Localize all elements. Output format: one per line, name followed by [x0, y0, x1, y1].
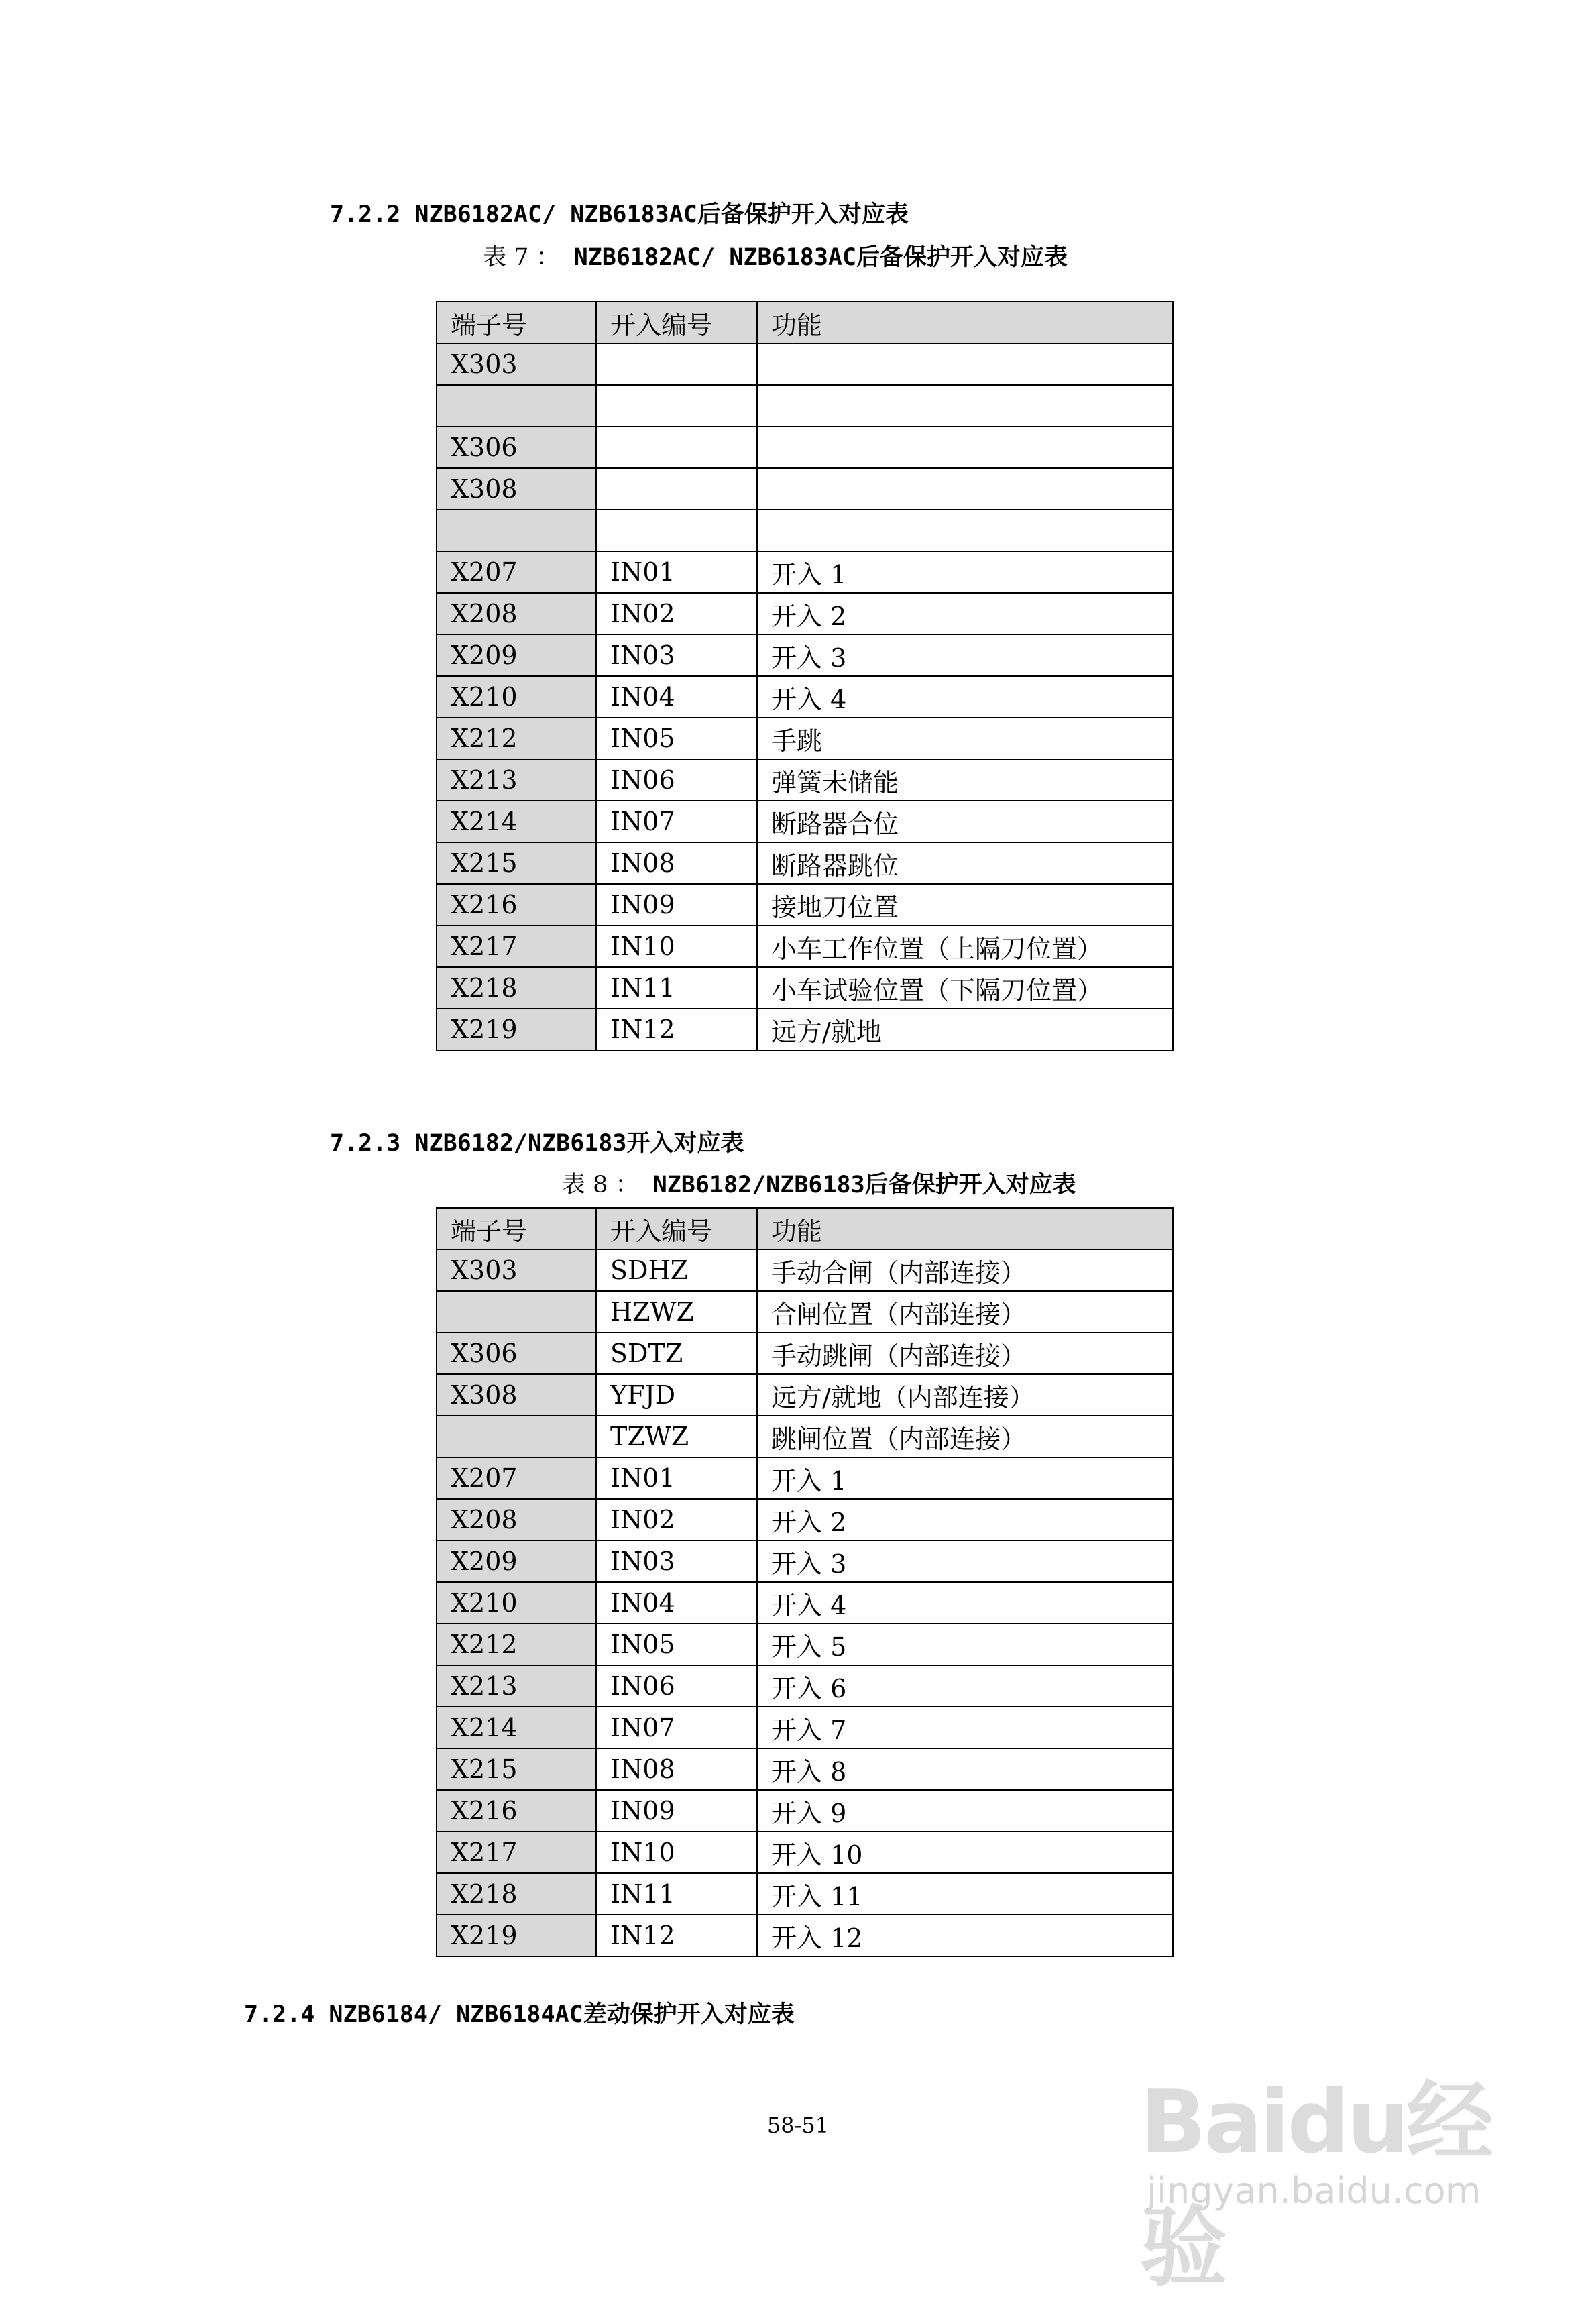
cell-function [757, 510, 1173, 551]
header-function: 功能 [757, 302, 1173, 343]
table-7-caption-text: NZB6182AC/ NZB6183AC后备保护开入对应表 [573, 244, 1068, 271]
cell-function: 小车工作位置（上隔刀位置） [757, 925, 1173, 967]
cell-terminal: X208 [437, 593, 596, 634]
cell-function: 开入 6 [757, 1665, 1173, 1707]
cell-function: 开入 2 [757, 1499, 1173, 1540]
cell-terminal: X209 [437, 634, 596, 676]
table-7-caption [483, 243, 1068, 272]
cell-terminal: X215 [437, 842, 596, 884]
table-row [437, 1009, 1173, 1050]
cell-function: 合闸位置（内部连接） [757, 1291, 1173, 1333]
cell-terminal: X219 [437, 1915, 596, 1956]
table-row [437, 676, 1173, 718]
table-7-caption-prefix: 表 7 ： [483, 244, 560, 271]
cell-function: 远方/就地（内部连接） [757, 1374, 1173, 1416]
cell-terminal: X212 [437, 718, 596, 759]
cell-function: 开入 3 [757, 634, 1173, 676]
header-terminal: 端子号 [437, 1208, 596, 1249]
cell-function [757, 343, 1173, 385]
cell-terminal: X213 [437, 759, 596, 801]
cell-terminal: X218 [437, 967, 596, 1009]
cell-terminal [437, 510, 596, 551]
cell-function: 跳闸位置（内部连接） [757, 1416, 1173, 1457]
cell-terminal: X216 [437, 884, 596, 925]
cell-function: 开入 1 [757, 1457, 1173, 1499]
table-row [437, 1665, 1173, 1707]
table-7 [436, 301, 1174, 1051]
table-7-body [437, 343, 1173, 1050]
table-row [437, 634, 1173, 676]
cell-function: 开入 11 [757, 1873, 1173, 1915]
table-row [437, 593, 1173, 634]
table-row [437, 842, 1173, 884]
header-terminal: 端子号 [437, 302, 596, 343]
header-input-number: 开入编号 [596, 302, 757, 343]
cell-terminal: X303 [437, 343, 596, 385]
cell-function: 开入 10 [757, 1832, 1173, 1873]
cell-terminal: X308 [437, 468, 596, 510]
cell-input-number: IN07 [596, 1707, 757, 1748]
cell-function: 开入 1 [757, 551, 1173, 593]
cell-input-number: IN04 [596, 1582, 757, 1624]
cell-terminal: X306 [437, 427, 596, 468]
cell-terminal: X216 [437, 1790, 596, 1832]
cell-input-number: TZWZ [596, 1416, 757, 1457]
table-row [437, 1915, 1173, 1956]
cell-input-number: IN01 [596, 551, 757, 593]
table-row [437, 1748, 1173, 1790]
table-row [437, 427, 1173, 468]
cell-input-number [596, 385, 757, 427]
cell-terminal: X207 [437, 1457, 596, 1499]
cell-function [757, 385, 1173, 427]
cell-function: 开入 2 [757, 593, 1173, 634]
header-function: 功能 [757, 1208, 1173, 1249]
watermark-logo: Baidu经验 [1140, 2071, 1491, 2298]
table-row [437, 967, 1173, 1009]
cell-input-number: IN02 [596, 593, 757, 634]
cell-input-number: IN04 [596, 676, 757, 718]
cell-terminal: X217 [437, 925, 596, 967]
cell-input-number: YFJD [596, 1374, 757, 1416]
table-row [437, 925, 1173, 967]
cell-input-number [596, 427, 757, 468]
cell-input-number: IN03 [596, 1540, 757, 1582]
table-row [437, 759, 1173, 801]
cell-terminal: X303 [437, 1249, 596, 1291]
cell-function: 开入 12 [757, 1915, 1173, 1956]
cell-terminal: X214 [437, 1707, 596, 1748]
cell-terminal: X219 [437, 1009, 596, 1050]
cell-terminal [437, 385, 596, 427]
cell-function: 手跳 [757, 718, 1173, 759]
table-row [437, 1540, 1173, 1582]
table-header-row [437, 302, 1173, 343]
table-row [437, 1416, 1173, 1457]
section-heading-7-2-2: 7.2.2 NZB6182AC/ NZB6183AC后备保护开入对应表 [330, 201, 909, 228]
table-row [437, 1873, 1173, 1915]
table-row [437, 343, 1173, 385]
table-row [437, 1249, 1173, 1291]
table-8 [436, 1207, 1174, 1957]
cell-function: 开入 9 [757, 1790, 1173, 1832]
cell-function: 开入 7 [757, 1707, 1173, 1748]
cell-function: 远方/就地 [757, 1009, 1173, 1050]
cell-terminal: X214 [437, 801, 596, 842]
cell-input-number: HZWZ [596, 1291, 757, 1333]
cell-input-number: SDTZ [596, 1333, 757, 1374]
cell-input-number: IN11 [596, 1873, 757, 1915]
cell-input-number: IN05 [596, 1624, 757, 1665]
table-row [437, 1499, 1173, 1540]
table-row [437, 1832, 1173, 1873]
cell-input-number [596, 510, 757, 551]
cell-terminal: X218 [437, 1873, 596, 1915]
cell-input-number: IN12 [596, 1009, 757, 1050]
cell-input-number: IN03 [596, 634, 757, 676]
table-row [437, 718, 1173, 759]
table-8-caption [562, 1170, 1076, 1200]
table-row [437, 551, 1173, 593]
cell-input-number: IN09 [596, 1790, 757, 1832]
cell-terminal: X209 [437, 1540, 596, 1582]
cell-input-number: IN10 [596, 925, 757, 967]
table-8-caption-prefix: 表 8 ： [562, 1172, 639, 1198]
table-row [437, 884, 1173, 925]
cell-input-number: IN10 [596, 1832, 757, 1873]
cell-function: 手动跳闸（内部连接） [757, 1333, 1173, 1374]
page-number: 58-51 [766, 2113, 830, 2138]
table-row [437, 1291, 1173, 1333]
table-row [437, 1333, 1173, 1374]
cell-terminal: X212 [437, 1624, 596, 1665]
table-header-row [437, 1208, 1173, 1249]
cell-function: 开入 8 [757, 1748, 1173, 1790]
table-row [437, 510, 1173, 551]
cell-input-number [596, 468, 757, 510]
cell-terminal: X213 [437, 1665, 596, 1707]
cell-input-number: IN08 [596, 842, 757, 884]
cell-function: 断路器跳位 [757, 842, 1173, 884]
table-row [437, 1374, 1173, 1416]
cell-function: 小车试验位置（下隔刀位置） [757, 967, 1173, 1009]
cell-terminal: X210 [437, 676, 596, 718]
cell-input-number: IN07 [596, 801, 757, 842]
table-row [437, 1457, 1173, 1499]
cell-function: 开入 4 [757, 1582, 1173, 1624]
table-row [437, 1624, 1173, 1665]
cell-terminal: X207 [437, 551, 596, 593]
table-row [437, 1790, 1173, 1832]
section-heading-7-2-3: 7.2.3 NZB6182/NZB6183开入对应表 [330, 1130, 744, 1157]
table-row [437, 801, 1173, 842]
cell-function: 手动合闸（内部连接） [757, 1249, 1173, 1291]
cell-input-number [596, 343, 757, 385]
cell-function: 开入 4 [757, 676, 1173, 718]
cell-terminal: X217 [437, 1832, 596, 1873]
cell-terminal: X306 [437, 1333, 596, 1374]
cell-terminal: X210 [437, 1582, 596, 1624]
cell-function: 断路器合位 [757, 801, 1173, 842]
table-8-body [437, 1249, 1173, 1956]
cell-terminal [437, 1416, 596, 1457]
table-row [437, 385, 1173, 427]
cell-terminal: X215 [437, 1748, 596, 1790]
cell-input-number: IN11 [596, 967, 757, 1009]
cell-terminal: X208 [437, 1499, 596, 1540]
baidu-jingyan-watermark [1140, 2045, 1516, 2298]
cell-function: 接地刀位置 [757, 884, 1173, 925]
cell-terminal: X308 [437, 1374, 596, 1416]
table-row [437, 1582, 1173, 1624]
cell-function [757, 427, 1173, 468]
table-row [437, 468, 1173, 510]
cell-input-number: IN01 [596, 1457, 757, 1499]
cell-terminal [437, 1291, 596, 1333]
table-8-caption-text: NZB6182/NZB6183后备保护开入对应表 [652, 1172, 1076, 1198]
cell-input-number: IN02 [596, 1499, 757, 1540]
cell-function: 弹簧未储能 [757, 759, 1173, 801]
cell-input-number: IN05 [596, 718, 757, 759]
cell-input-number: IN08 [596, 1748, 757, 1790]
cell-function: 开入 5 [757, 1624, 1173, 1665]
section-heading-7-2-4: 7.2.4 NZB6184/ NZB6184AC差动保护开入对应表 [244, 2001, 795, 2028]
cell-input-number: IN09 [596, 884, 757, 925]
table-row [437, 1707, 1173, 1748]
watermark-url: jingyan.baidu.com [1147, 2170, 1481, 2212]
cell-function: 开入 3 [757, 1540, 1173, 1582]
header-input-number: 开入编号 [596, 1208, 757, 1249]
cell-input-number: SDHZ [596, 1249, 757, 1291]
cell-input-number: IN06 [596, 759, 757, 801]
cell-function [757, 468, 1173, 510]
cell-input-number: IN12 [596, 1915, 757, 1956]
cell-input-number: IN06 [596, 1665, 757, 1707]
